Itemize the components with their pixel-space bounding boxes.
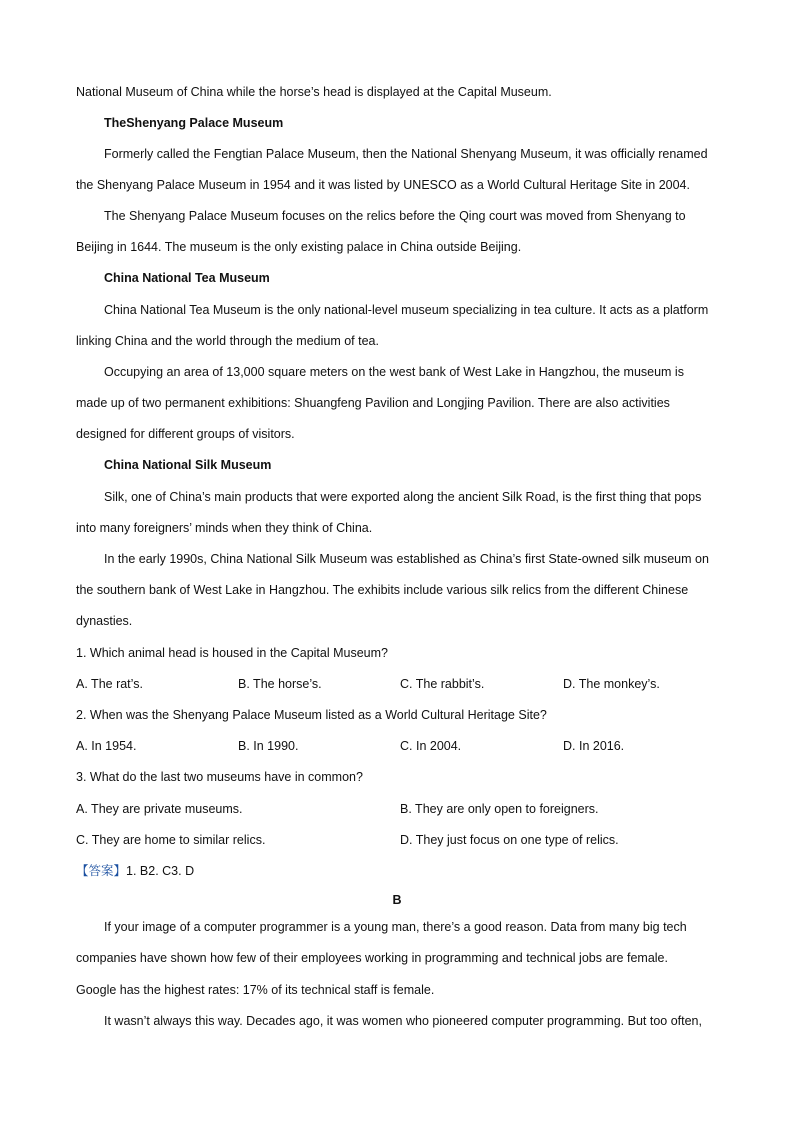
- paragraph-line: the southern bank of West Lake in Hangzhou. The exhibits include various silk relics from the different Chinese: [76, 583, 689, 597]
- question-3-option-b: B. They are only open to foreigners.: [400, 802, 599, 816]
- question-stem-1: 1. Which animal head is housed in the Capital Museum?: [76, 646, 388, 660]
- question-stem-2: 2. When was the Shenyang Palace Museum listed as a World Cultural Heritage Site?: [76, 708, 547, 722]
- paragraph-line: China National Tea Museum is the only national-level museum specializing in tea culture. It acts as a platform: [104, 303, 709, 317]
- paragraph-line: companies have shown how few of their employees working in programming and technical jobs are female.: [76, 951, 668, 965]
- paragraph-line: dynasties.: [76, 614, 133, 628]
- museum-heading-shenyang: TheShenyang Palace Museum: [104, 116, 284, 130]
- paragraph-line: Silk, one of China’s main products that were exported along the ancient Silk Road, is the first thing that pops: [104, 490, 702, 504]
- answer-key: [76, 863, 194, 879]
- answer-text: 1. B2. C3. D: [126, 864, 195, 878]
- question-2-option-a: A. In 1954.: [76, 739, 137, 753]
- paragraph-line: If your image of a computer programmer is a young man, there’s a good reason. Data from many big tech: [104, 920, 687, 934]
- paragraph-line: made up of two permanent exhibitions: Shuangfeng Pavilion and Longjing Pavilion. There are also activities: [76, 396, 670, 410]
- question-2-option-c: C. In 2004.: [400, 739, 462, 753]
- question-1-option-c: C. The rabbit’s.: [400, 677, 485, 691]
- paragraph-line: In the early 1990s, China National Silk Museum was established as China’s first State-owned silk museum on: [104, 552, 709, 566]
- section-heading-b: B: [392, 893, 402, 907]
- passage-a-intro-line: National Museum of China while the horse’s head is displayed at the Capital Museum.: [76, 85, 552, 99]
- question-3-option-d: D. They just focus on one type of relics.: [400, 833, 619, 847]
- paragraph-line: into many foreigners’ minds when they think of China.: [76, 521, 373, 535]
- question-stem-3: 3. What do the last two museums have in common?: [76, 770, 363, 784]
- museum-heading-tea: China National Tea Museum: [104, 271, 270, 285]
- question-1-option-b: B. The horse’s.: [238, 677, 322, 691]
- paragraph-line: Occupying an area of 13,000 square meters on the west bank of West Lake in Hangzhou, the museum is: [104, 365, 684, 379]
- question-3-option-c: C. They are home to similar relics.: [76, 833, 266, 847]
- question-1-option-d: D. The monkey’s.: [563, 677, 660, 691]
- paragraph-line: It wasn’t always this way. Decades ago, it was women who pioneered computer programming. But too often,: [104, 1014, 702, 1028]
- museum-heading-silk: China National Silk Museum: [104, 458, 272, 472]
- question-3-option-a: A. They are private museums.: [76, 802, 243, 816]
- paragraph-line: Beijing in 1644. The museum is the only existing palace in China outside Beijing.: [76, 240, 522, 254]
- question-1-option-a: A. The rat’s.: [76, 677, 143, 691]
- paragraph-line: designed for different groups of visitors.: [76, 427, 295, 441]
- paragraph-line: Google has the highest rates: 17% of its technical staff is female.: [76, 983, 435, 997]
- paragraph-line: the Shenyang Palace Museum in 1954 and it was listed by UNESCO as a World Cultural Heritage Site in 2004.: [76, 178, 690, 192]
- question-2-option-d: D. In 2016.: [563, 739, 625, 753]
- paragraph-line: linking China and the world through the medium of tea.: [76, 334, 379, 348]
- paragraph-line: The Shenyang Palace Museum focuses on the relics before the Qing court was moved from Shenyang to: [104, 209, 686, 223]
- answer-label: 【答案】: [76, 864, 127, 878]
- paragraph-line: Formerly called the Fengtian Palace Museum, then the National Shenyang Museum, it was officially renamed: [104, 147, 708, 161]
- question-2-option-b: B. In 1990.: [238, 739, 299, 753]
